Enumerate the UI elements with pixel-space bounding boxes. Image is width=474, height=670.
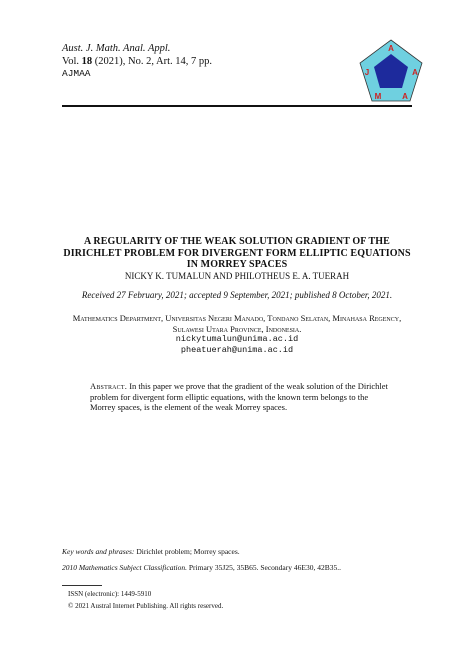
copyright-line: © 2021 Austral Internet Publishing. All rights reserved.	[68, 602, 224, 610]
msc-text: Primary 35J25, 35B65. Secondary 46E30, 42B35..	[188, 563, 341, 572]
journal-code: AJMAA	[62, 68, 91, 79]
keywords-label: Key words and phrases:	[62, 547, 135, 556]
abstract	[90, 381, 390, 413]
keywords-text: Dirichlet problem; Morrey spaces.	[136, 547, 240, 556]
volume-line: Vol. 18 (2021), No. 2, Art. 14, 7 pp.	[62, 55, 213, 67]
affiliation: Mathematics Department, Universitas Negeri Manado, Tondano Selatan, Minahasa Regency, Sulawesi Utara Province, Indonesia.	[72, 313, 402, 334]
journal-abbrev: Aust. J. Math. Anal. Appl.	[62, 43, 171, 54]
msc-label: 2010 Mathematics Subject Classification.	[62, 563, 187, 572]
paper-title: A REGULARITY OF THE WEAK SOLUTION GRADIENT OF THE DIRICHLET PROBLEM FOR DIVERGENT FORM ELLIPTIC EQUATIONS IN MORREY SPACES	[63, 236, 411, 270]
subject-classification	[62, 563, 341, 572]
header-rule	[62, 105, 412, 107]
logo-letter: A	[388, 44, 394, 53]
author-email[interactable]: pheatuerah@unima.ac.id	[180, 345, 294, 355]
journal-logo-icon	[358, 38, 424, 104]
logo-letter: A	[402, 92, 408, 101]
logo-letter: M	[374, 92, 382, 101]
author-email[interactable]: nickytumalun@unima.ac.id	[175, 334, 299, 344]
keywords	[62, 547, 240, 556]
received-dates: Received 27 February, 2021; accepted 9 September, 2021; published 8 October, 2021.	[81, 290, 393, 300]
abstract-label: Abstract.	[90, 381, 128, 391]
abstract-text: In this paper we prove that the gradient of the weak solution of the Dirichlet problem for divergent form elliptic equations, with the known term belongs to the Morrey spaces, is the element of the weak Morrey spaces.	[90, 381, 388, 412]
logo-letter: A	[412, 68, 418, 77]
journal-header	[62, 43, 212, 81]
footnote-rule	[62, 585, 102, 586]
paper-authors: NICKY K. TUMALUN AND PHILOTHEUS E. A. TUERAH	[124, 271, 350, 281]
issn-line: ISSN (electronic): 1449-5910	[68, 590, 152, 598]
logo-letter: J	[364, 68, 370, 77]
